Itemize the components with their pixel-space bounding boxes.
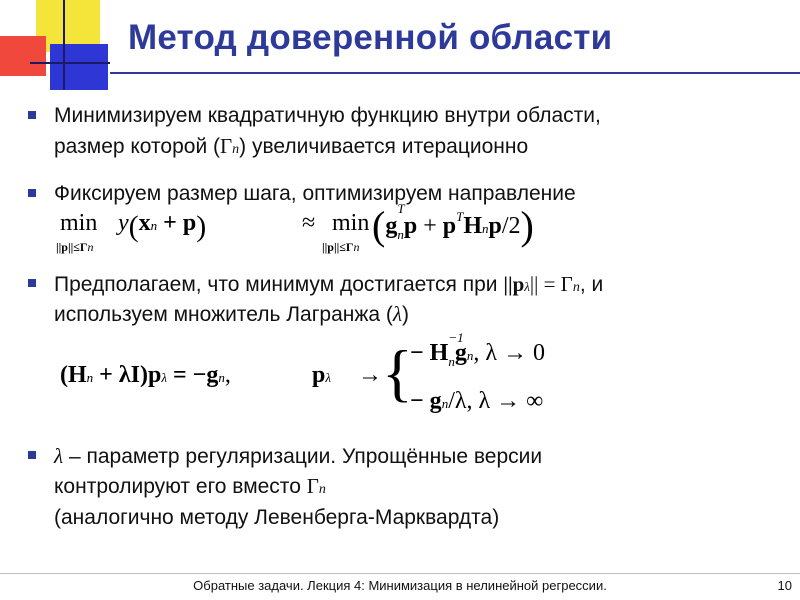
g-symbol: g bbox=[454, 340, 467, 366]
bullet-1-line-2 bbox=[54, 130, 528, 166]
text: ) bbox=[402, 303, 410, 326]
equals-neg-g: = −g bbox=[172, 362, 219, 388]
subscript: n bbox=[482, 221, 489, 236]
h-term: (H bbox=[60, 362, 87, 388]
subscript: n bbox=[441, 396, 449, 411]
case-1 bbox=[410, 330, 545, 369]
subscript: n bbox=[150, 218, 158, 233]
subscript: λ bbox=[325, 370, 331, 385]
subscript: n bbox=[353, 240, 360, 254]
p-symbol: p bbox=[488, 213, 502, 239]
div-two: /2 bbox=[501, 213, 521, 239]
bullet-square-icon bbox=[28, 189, 36, 197]
comma: , bbox=[224, 362, 231, 388]
plus: + bbox=[423, 213, 437, 239]
gamma-symbol: Γ bbox=[306, 474, 319, 498]
p-symbol: p bbox=[312, 362, 326, 388]
g-symbol: g bbox=[385, 213, 398, 239]
text: контролируют его вместо bbox=[54, 475, 307, 498]
bullet-1-line-1: Минимизируем квадратичную функцию внутри области, bbox=[54, 104, 601, 127]
min-operator: min bbox=[60, 210, 98, 236]
bullet-4-line-1 bbox=[54, 440, 542, 473]
deco-horizontal-line bbox=[30, 62, 110, 64]
lhs-expression: y(xn + p) bbox=[118, 210, 207, 243]
text: размер которой ( bbox=[54, 135, 221, 158]
bullet-square-icon bbox=[28, 451, 36, 459]
slide-title: Метод доверенной области bbox=[128, 18, 613, 57]
constraint-1 bbox=[56, 240, 93, 255]
subscript: n bbox=[318, 482, 326, 497]
subscript: n bbox=[87, 240, 94, 254]
p-symbol: p bbox=[403, 213, 418, 239]
text: , и bbox=[579, 273, 604, 296]
bullet-square-icon bbox=[28, 111, 36, 119]
p-lambda bbox=[312, 362, 331, 389]
transpose: T bbox=[456, 209, 464, 224]
norm-p: ||p bbox=[503, 272, 525, 296]
brace-symbol: { bbox=[382, 337, 413, 408]
lagrange-lhs bbox=[60, 362, 231, 389]
deco-red-square bbox=[0, 36, 46, 76]
lambda-symbol: λ bbox=[54, 444, 64, 468]
y-symbol: y bbox=[118, 210, 129, 236]
footer-divider bbox=[0, 573, 800, 574]
deco-blue-square bbox=[50, 44, 108, 90]
subscript: λ bbox=[161, 370, 167, 385]
text: Предполагаем, что минимум достигается при bbox=[54, 273, 504, 296]
case-1-condition: , λ → 0 bbox=[473, 340, 545, 366]
subscript: n bbox=[448, 354, 455, 369]
title-underline bbox=[110, 72, 800, 74]
norm-expression bbox=[503, 272, 579, 296]
constraint-text: ||p||≤Γ bbox=[56, 240, 88, 254]
subscript: n bbox=[232, 142, 240, 157]
inverse-superscript: −1 bbox=[448, 330, 464, 345]
neg-g: − g bbox=[410, 388, 442, 414]
bullet-4-line-2 bbox=[54, 470, 326, 506]
neg-h: − H bbox=[410, 340, 449, 366]
deco-vertical-line bbox=[63, 0, 65, 90]
bullet-3-line-2 bbox=[54, 298, 409, 331]
case-2-condition: /λ, λ → ∞ bbox=[448, 388, 544, 414]
page-number: 10 bbox=[777, 578, 792, 593]
lambda-symbol: λ bbox=[392, 302, 403, 326]
subscript: n bbox=[466, 348, 474, 363]
x-symbol: x bbox=[138, 210, 151, 236]
p-symbol: p bbox=[442, 213, 457, 239]
text: используем множитель Лагранжа ( bbox=[54, 303, 393, 326]
lambda-term: + λI)p bbox=[99, 362, 162, 388]
min-operator: min bbox=[332, 210, 370, 236]
subscript: n bbox=[86, 370, 94, 385]
subscript: n bbox=[572, 280, 580, 295]
constraint-2 bbox=[322, 240, 359, 255]
bullet-4-line-3: (аналогично методу Левенберга-Марквардта) bbox=[54, 506, 500, 529]
case-2 bbox=[410, 388, 543, 415]
bullet-2-line-1: Фиксируем размер шага, оптимизируем направление bbox=[54, 182, 576, 205]
subscript: n bbox=[218, 370, 225, 385]
transpose: T bbox=[397, 201, 405, 216]
text: – параметр регуляризации. Упрощённые версии bbox=[63, 445, 543, 468]
norm-equals: || = Γ bbox=[529, 272, 573, 296]
arrow-symbol: → bbox=[358, 362, 382, 388]
bullet-square-icon bbox=[28, 279, 36, 287]
gamma-symbol: Γ bbox=[220, 134, 233, 158]
text: ) увеличивается итерационно bbox=[239, 135, 529, 158]
rhs-expression: (g T $_np + p^THnp/2$) bbox=[372, 201, 534, 248]
subscript: λ bbox=[524, 279, 530, 294]
approx-symbol: ≈ bbox=[302, 210, 316, 236]
plus-p: + p bbox=[163, 210, 197, 236]
h-symbol: H bbox=[463, 213, 482, 239]
formula-lagrange bbox=[60, 330, 620, 420]
footer-text: Обратные задачи. Лекция 4: Минимизация в нелинейной регрессии. bbox=[193, 578, 607, 593]
constraint-text: ||p||≤Γ bbox=[322, 240, 354, 254]
subscript: n bbox=[397, 227, 404, 242]
decorative-corner bbox=[0, 0, 112, 90]
